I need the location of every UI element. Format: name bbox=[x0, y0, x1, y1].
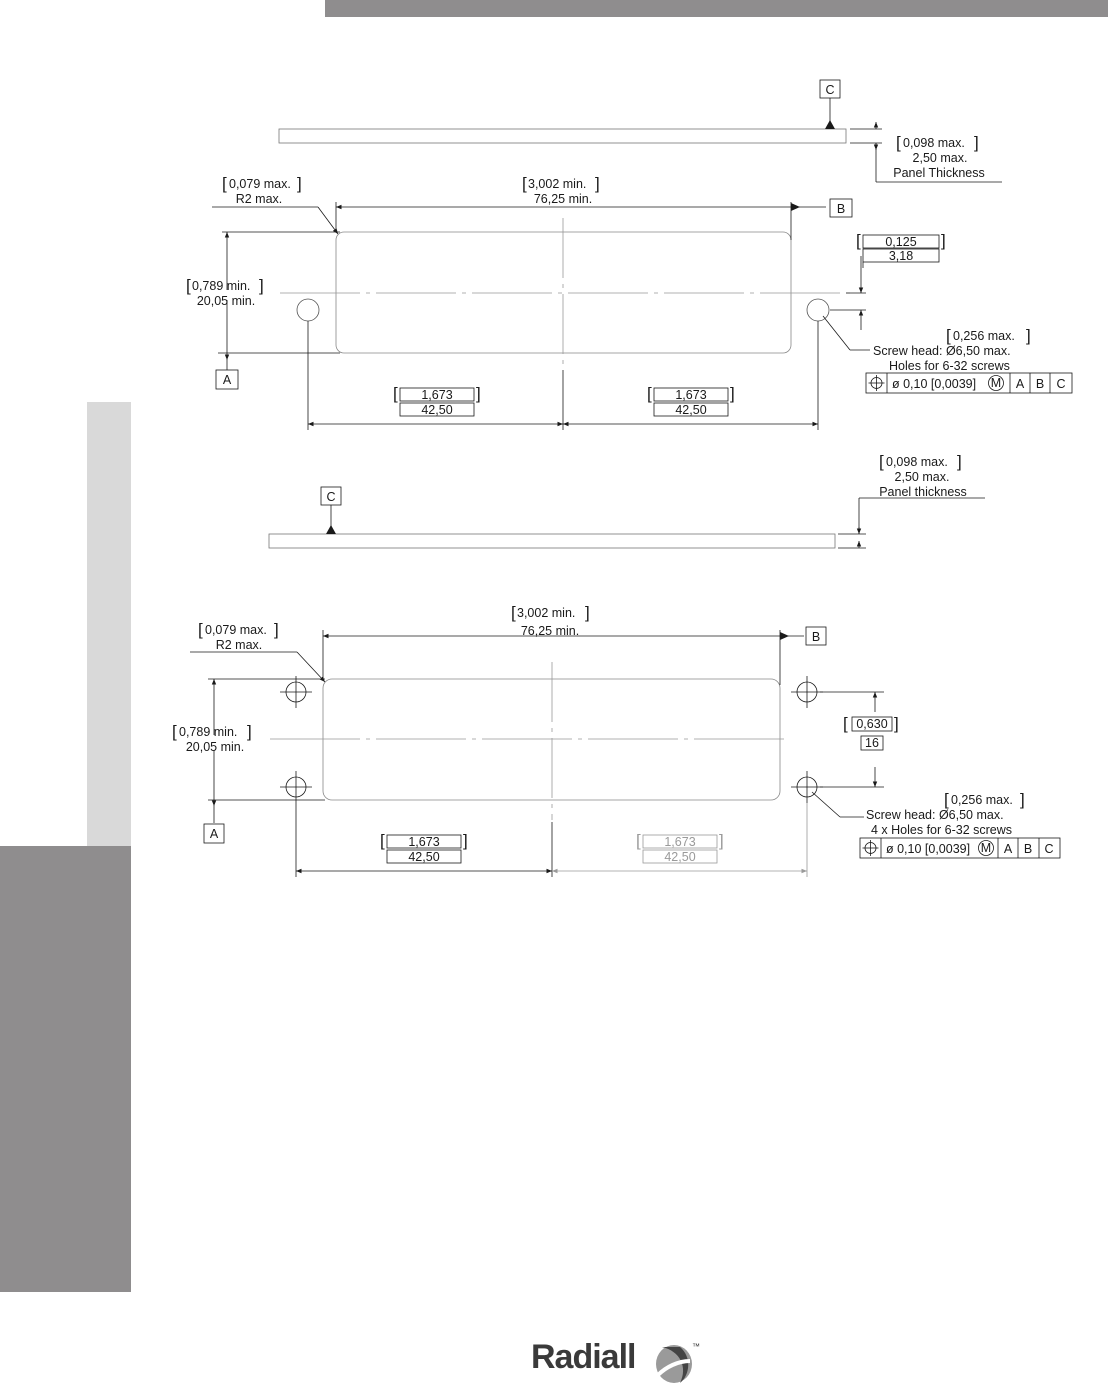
left-pitch2-in: 1,673 bbox=[408, 835, 440, 849]
svg-text:[: [ bbox=[222, 174, 227, 193]
svg-text:[: [ bbox=[172, 722, 177, 741]
thickness-mm: 2,50 max. bbox=[912, 151, 968, 165]
datum-c-label: C bbox=[825, 83, 835, 97]
brand-logo-text: Radiall bbox=[531, 1338, 636, 1376]
svg-text:[: [ bbox=[879, 452, 884, 471]
datum-c-label-2: C bbox=[326, 490, 336, 504]
radius2-mm: R2 max. bbox=[215, 638, 263, 652]
svg-text:]: ] bbox=[463, 831, 468, 850]
right-pitch-in: 1,673 bbox=[675, 388, 707, 402]
datum-a-label: A bbox=[222, 373, 232, 387]
view-1-text bbox=[186, 83, 1066, 417]
screw-in: 0,256 max. bbox=[953, 329, 1015, 343]
svg-text:]: ] bbox=[941, 231, 946, 250]
left-pitch2-mm: 42,50 bbox=[408, 850, 440, 864]
svg-text:]: ] bbox=[974, 133, 979, 152]
screw-line2: Holes for 6-32 screws bbox=[889, 359, 1010, 373]
height2-in: 0,789 min. bbox=[179, 725, 238, 739]
left-pitch-in: 1,673 bbox=[421, 388, 453, 402]
svg-text:]: ] bbox=[1026, 326, 1031, 345]
svg-text:]: ] bbox=[476, 384, 481, 403]
svg-text:[: [ bbox=[186, 276, 191, 295]
svg-text:[: [ bbox=[856, 231, 861, 250]
width-mm: 76,25 min. bbox=[533, 192, 593, 206]
width2-in: 3,002 min. bbox=[517, 606, 576, 620]
fcf-modifier: M bbox=[990, 376, 1002, 390]
datum-b-label-2: B bbox=[811, 630, 821, 644]
svg-text:[: [ bbox=[380, 831, 385, 850]
screw2-in: 0,256 max. bbox=[951, 793, 1013, 807]
screw2-line1: Screw head: Ø6,50 max. bbox=[866, 808, 1004, 822]
svg-text:[: [ bbox=[896, 133, 901, 152]
datum-b-label: B bbox=[836, 202, 846, 216]
fcf2-datum-c: C bbox=[1044, 842, 1054, 856]
width2-mm: 76,25 min. bbox=[520, 624, 580, 638]
mount-hole-bl bbox=[280, 771, 312, 803]
svg-text:[: [ bbox=[198, 620, 203, 639]
svg-text:[: [ bbox=[636, 831, 641, 850]
svg-text:]: ] bbox=[259, 276, 264, 295]
mount-hole-left bbox=[297, 299, 319, 321]
fcf-datum-b: B bbox=[1035, 377, 1045, 391]
right-pitch2-in: 1,673 bbox=[664, 835, 696, 849]
svg-text:[: [ bbox=[393, 384, 398, 403]
svg-text:]: ] bbox=[730, 384, 735, 403]
fcf2-tolerance: ø 0,10 [0,0039] bbox=[886, 842, 971, 856]
right-pitch2-mm: 42,50 bbox=[664, 850, 696, 864]
cutout-view-1 bbox=[336, 232, 791, 353]
fcf2-modifier: M bbox=[980, 841, 992, 855]
height-mm: 20,05 min. bbox=[196, 294, 256, 308]
fcf2-datum-b: B bbox=[1023, 842, 1033, 856]
mount-hole-right bbox=[807, 299, 829, 321]
panel-edge-view-1 bbox=[279, 129, 846, 143]
svg-text:[: [ bbox=[944, 790, 949, 809]
height2-mm: 20,05 min. bbox=[185, 740, 245, 754]
svg-text:[: [ bbox=[647, 384, 652, 403]
mount-hole-tr bbox=[791, 676, 823, 708]
svg-text:]: ] bbox=[957, 452, 962, 471]
trademark: ™ bbox=[692, 1342, 700, 1351]
thickness-in: 0,098 max. bbox=[903, 136, 965, 150]
svg-text:[: [ bbox=[946, 326, 951, 345]
screw-line1: Screw head: Ø6,50 max. bbox=[873, 344, 1011, 358]
brand-logo-mark-icon bbox=[650, 1337, 700, 1387]
svg-text:]: ] bbox=[247, 722, 252, 741]
svg-text:]: ] bbox=[585, 603, 590, 622]
fcf2-datum-a: A bbox=[1003, 842, 1013, 856]
svg-text:]: ] bbox=[1020, 790, 1025, 809]
radius2-in: 0,079 max. bbox=[205, 623, 267, 637]
thickness-note: Panel Thickness bbox=[893, 166, 985, 180]
fcf-datum-a: A bbox=[1015, 377, 1025, 391]
cutout-view-2 bbox=[323, 679, 780, 800]
svg-text:]: ] bbox=[274, 620, 279, 639]
svg-text:]: ] bbox=[894, 714, 899, 733]
screw2-line2: 4 x Holes for 6-32 screws bbox=[871, 823, 1013, 837]
width-in: 3,002 min. bbox=[528, 177, 587, 191]
mount-hole-tl bbox=[280, 676, 312, 708]
mount-hole-br bbox=[791, 771, 823, 803]
svg-text:[: [ bbox=[843, 714, 848, 733]
panel-edge-view-2 bbox=[269, 534, 835, 548]
fcf-datum-c: C bbox=[1056, 377, 1066, 391]
radius-mm: R2 max. bbox=[235, 192, 283, 206]
view-2-text bbox=[172, 452, 1054, 864]
right-pitch-mm: 42,50 bbox=[675, 403, 707, 417]
fcf-tolerance: ø 0,10 [0,0039] bbox=[892, 377, 977, 391]
svg-text:]: ] bbox=[297, 174, 302, 193]
left-pitch-mm: 42,50 bbox=[421, 403, 453, 417]
thickness2-in: 0,098 max. bbox=[886, 455, 948, 469]
offset-mm: 3,18 bbox=[888, 249, 914, 263]
vpitch-in: 0,630 bbox=[856, 717, 888, 731]
svg-text:]: ] bbox=[595, 174, 600, 193]
height-in: 0,789 min. bbox=[192, 279, 251, 293]
thickness2-note: Panel thickness bbox=[879, 485, 967, 499]
vpitch-mm: 16 bbox=[865, 736, 879, 750]
datum-a-label-2: A bbox=[209, 827, 219, 841]
radius-in: 0,079 max. bbox=[229, 177, 291, 191]
svg-text:]: ] bbox=[719, 831, 724, 850]
svg-text:[: [ bbox=[522, 174, 527, 193]
offset-in: 0,125 bbox=[885, 235, 917, 249]
thickness2-mm: 2,50 max. bbox=[894, 470, 950, 484]
svg-text:[: [ bbox=[511, 603, 516, 622]
